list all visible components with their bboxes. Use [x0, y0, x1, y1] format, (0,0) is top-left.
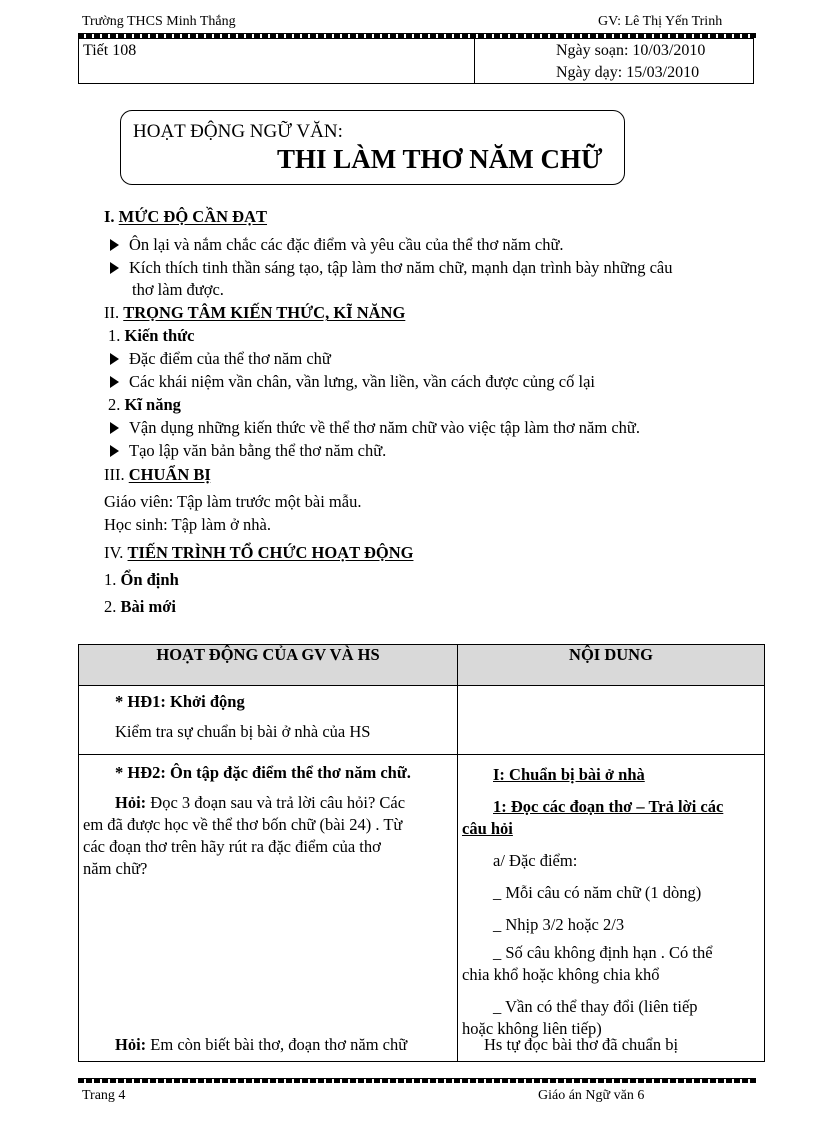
arrow-bullet-icon: [110, 239, 119, 251]
arrow-bullet-icon: [110, 353, 119, 365]
content-item-cont: hoặc không liên tiếp): [462, 1019, 602, 1038]
prep-student: Học sinh: Tập làm ở nhà.: [104, 515, 271, 534]
subsection-title: Kĩ năng: [124, 395, 181, 414]
hd1-text: Kiểm tra sự chuẩn bị bài ở nhà của HS: [115, 722, 371, 741]
hd2-question-line: các đoạn thơ trên hãy rút ra đặc điểm của thơ: [83, 837, 381, 856]
prep-teacher: Giáo viên: Tập làm trước một bài mẫu.: [104, 492, 362, 511]
section-4-heading: [104, 542, 413, 564]
bullet-text: Kích thích tinh thần sáng tạo, tập làm thơ năm chữ, mạnh dạn trình bày những câu: [129, 258, 673, 277]
activity-cell: [79, 755, 458, 1062]
content-item: _ Nhịp 3/2 hoặc 2/3: [493, 915, 625, 934]
arrow-bullet-icon: [110, 422, 119, 434]
bullet-item: [110, 440, 386, 462]
content-cell: [458, 755, 765, 1062]
hd2-question-line: năm chữ?: [83, 859, 148, 878]
content-item: Hs tự đọc bài thơ đã chuẩn bị: [484, 1035, 679, 1054]
step-number: 1.: [104, 570, 121, 589]
arrow-bullet-icon: [110, 445, 119, 457]
step-number: 2.: [104, 597, 121, 616]
content-heading-2: 1: Đọc các đoạn thơ – Trả lời các: [493, 797, 724, 816]
question-label: Hỏi:: [115, 1035, 147, 1054]
content-cell: [458, 686, 765, 755]
section-1-heading: [104, 206, 267, 228]
table-row: [79, 755, 765, 1062]
step-title: Bài mới: [120, 597, 176, 616]
subsection-title: Kiến thức: [124, 326, 195, 345]
arrow-bullet-icon: [110, 376, 119, 388]
book-title: Giáo án Ngữ văn 6: [538, 1088, 645, 1103]
section-2-number: II.: [104, 303, 124, 322]
content-heading-2-cont: câu hỏi: [462, 819, 513, 838]
content-item-cont: chia khổ hoặc không chia khổ: [462, 965, 660, 984]
column-header-activities: HOẠT ĐỘNG CỦA GV VÀ HS: [79, 645, 458, 686]
section-1-title: MỨC ĐỘ CẦN ĐẠT: [118, 207, 268, 226]
content-item: _ Mỗi câu có năm chữ (1 dòng): [493, 883, 702, 902]
question-text: Đọc 3 đoạn sau và trả lời câu hỏi? Các: [146, 793, 406, 812]
section-1-number: I.: [104, 207, 119, 226]
content-item: _ Vần có thể thay đổi (liên tiếp: [493, 997, 698, 1016]
lesson-period: Tiết 108: [83, 42, 137, 59]
page-number: Trang 4: [82, 1088, 126, 1103]
bullet-text: Các khái niệm vần chân, vần lưng, vần liền, vần cách được củng cố lại: [129, 372, 595, 391]
section-2-heading: [104, 302, 405, 324]
activity-cell: [79, 686, 458, 755]
step-new-lesson: [104, 596, 176, 618]
date-prepared: Ngày soạn: 10/03/2010: [556, 42, 706, 59]
section-3-title: CHUẨN BỊ: [128, 465, 211, 484]
section-4-title: TIẾN TRÌNH TỔ CHỨC HOẠT ĐỘNG: [127, 543, 414, 562]
step-stabilize: [104, 569, 179, 591]
step-title: Ổn định: [120, 570, 179, 589]
hd2-question-line: [115, 1033, 407, 1057]
table-header-row: [79, 645, 765, 686]
bullet-text: Tạo lập văn bản bằng thể thơ năm chữ.: [129, 441, 387, 460]
table-row: [79, 686, 765, 755]
section-2-title: TRỌNG TÂM KIẾN THỨC, KĨ NĂNG: [123, 303, 406, 322]
section-3-number: III.: [104, 465, 129, 484]
question-label: Hỏi:: [115, 793, 147, 812]
subsection-number: 1.: [108, 326, 125, 345]
footer-rule: [78, 1078, 756, 1083]
hd2-question-line: em đã được học về thể thơ bốn chữ (bài 24) . Từ: [83, 815, 403, 834]
title-line-2: THI LÀM THƠ NĂM CHỮ: [277, 144, 603, 174]
bullet-text: Vận dụng những kiến thức về thể thơ năm chữ vào việc tập làm thơ năm chữ.: [129, 418, 640, 437]
bullet-item: [110, 417, 640, 439]
activity-table: [78, 644, 765, 1062]
section-4-number: IV.: [104, 543, 128, 562]
lesson-info-divider: [474, 38, 475, 84]
arrow-bullet-icon: [110, 262, 119, 274]
teacher-name: GV: Lê Thị Yến Trinh: [598, 14, 723, 29]
content-item: _ Số câu không định hạn . Có thể: [493, 943, 713, 962]
subsection-skills: [108, 394, 181, 416]
title-line-1: HOẠT ĐỘNG NGỮ VĂN:: [133, 121, 343, 142]
subsection-knowledge: [108, 325, 194, 347]
question-text: Em còn biết bài thơ, đoạn thơ năm chữ: [146, 1035, 408, 1054]
hd2-title: * HĐ2: Ôn tập đặc điểm thể thơ năm chữ.: [115, 763, 411, 782]
column-header-content: NỘI DUNG: [458, 645, 765, 686]
date-taught: Ngày dạy: 15/03/2010: [556, 64, 700, 81]
hd2-question-line: [115, 791, 405, 815]
bullet-item: [110, 348, 331, 370]
bullet-text: Đặc điểm của thể thơ năm chữ: [129, 349, 331, 368]
bullet-continuation: thơ làm được.: [132, 280, 224, 299]
content-features-label: a/ Đặc điểm:: [493, 851, 578, 870]
bullet-text: Ôn lại và nắm chắc các đặc điểm và yêu cầu của thể thơ năm chữ.: [129, 235, 564, 254]
content-heading-1: I: Chuẩn bị bài ở nhà: [493, 765, 645, 784]
subsection-number: 2.: [108, 395, 125, 414]
section-3-heading: [104, 464, 211, 486]
school-name: Trường THCS Minh Thắng: [82, 14, 236, 29]
title-box: [120, 110, 625, 185]
bullet-item: [110, 257, 673, 279]
bullet-item: [110, 371, 595, 393]
hd1-title: * HĐ1: Khởi động: [115, 692, 245, 711]
bullet-item: [110, 234, 564, 256]
